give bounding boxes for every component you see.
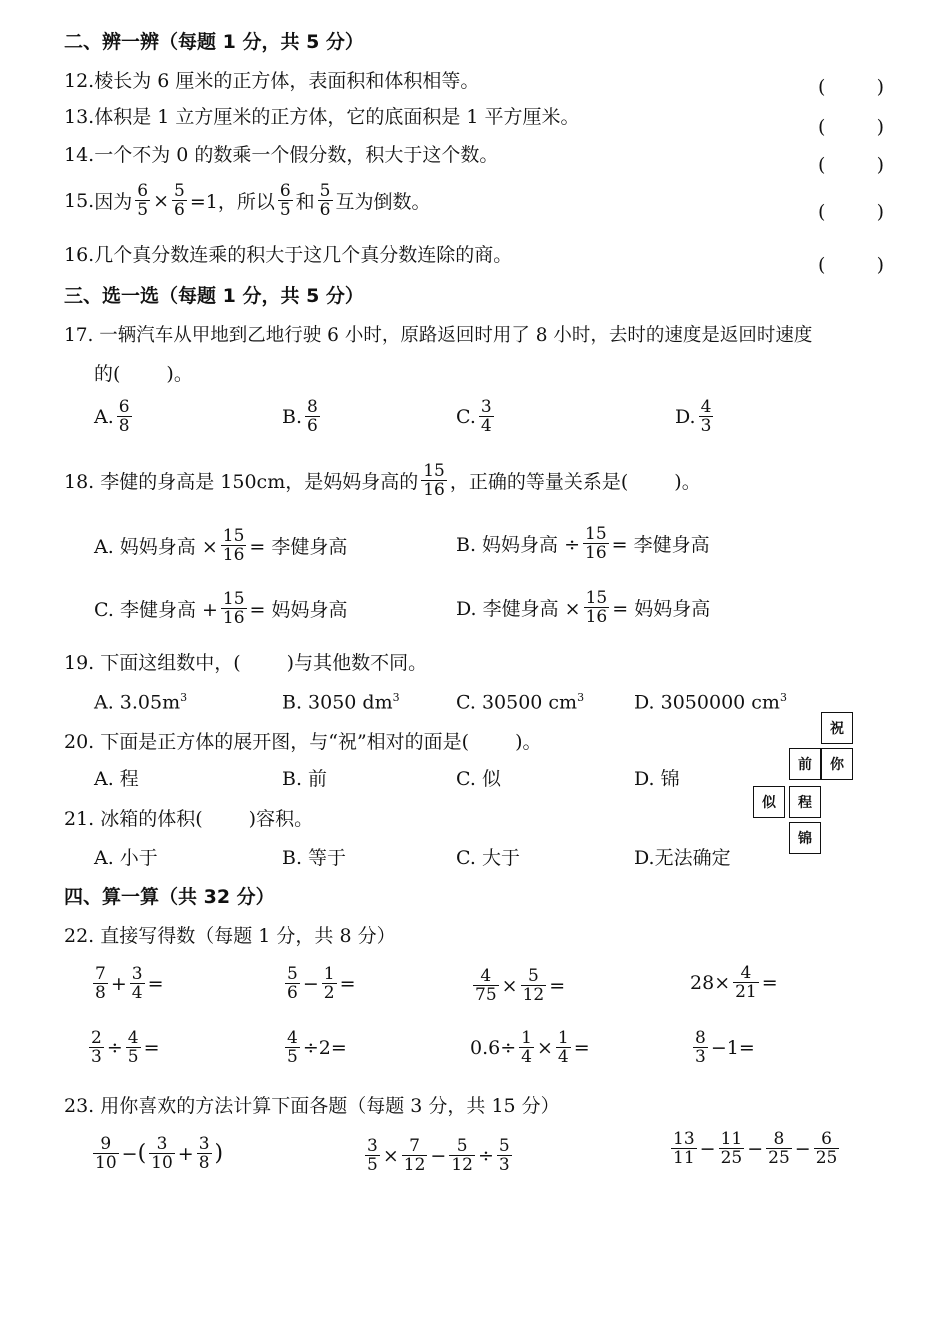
- operator: =: [549, 974, 566, 997]
- q-text: 21. 冰箱的体积(: [64, 808, 203, 830]
- denominator: 4: [557, 1047, 569, 1068]
- denominator: 4: [131, 983, 143, 1004]
- fraction: [521, 967, 547, 1005]
- q-text: 棱长为 6 厘米的正方体，表面积和体积相等。: [94, 70, 480, 92]
- q-text: )与其他数不同。: [286, 652, 428, 674]
- q-text: 几个真分数连乘的积大于这几个真分数连除的商。: [94, 244, 513, 266]
- denominator: 16: [423, 480, 445, 501]
- fraction: [479, 398, 494, 436]
- q-text: 和: [295, 191, 315, 214]
- option-21c[interactable]: C. 大于: [456, 847, 520, 869]
- operator: =: [738, 1036, 755, 1059]
- question-17-line1: 17. 一辆汽车从甲地到乙地行驶 6 小时，原路返回时用了 8 小时，去时的速度是返回时速度: [64, 325, 813, 346]
- option-text: B. 3050 dm: [282, 691, 393, 714]
- fraction: [221, 590, 247, 628]
- operator: ÷: [302, 1036, 319, 1059]
- fraction: [583, 525, 609, 563]
- net-face-cheng: 程: [789, 786, 821, 818]
- option-17a[interactable]: [94, 398, 135, 436]
- option-label: D. 李健身高 ×: [456, 598, 581, 621]
- superscript: 3: [779, 691, 787, 704]
- denominator: 3: [695, 1047, 706, 1068]
- paren-open: (: [818, 154, 826, 176]
- operator: ×: [714, 971, 731, 994]
- option-18b[interactable]: [456, 525, 710, 563]
- denominator: 5: [137, 200, 149, 221]
- operator: ×: [501, 974, 518, 997]
- paren-open: (: [818, 254, 826, 276]
- q-num: 12.: [64, 70, 95, 92]
- numerator: 6: [137, 181, 149, 201]
- paren-open: (: [818, 116, 826, 138]
- operator: =: [147, 972, 164, 995]
- numerator: 1: [323, 964, 335, 984]
- denominator: 12: [451, 1155, 473, 1176]
- q-text: 19. 下面这组数中，(: [64, 652, 241, 674]
- question-22-title: 22. 直接写得数（每题 1 分，共 8 分）: [64, 925, 396, 947]
- denominator: 10: [95, 1153, 117, 1174]
- q-text: 20. 下面是正方体的展开图，与“祝”相对的面是(: [64, 731, 470, 753]
- calc-22-4[interactable]: [690, 964, 778, 1002]
- fraction: [497, 1137, 512, 1175]
- option-20b[interactable]: B. 前: [282, 768, 328, 790]
- answer-paren-12[interactable]: [818, 76, 884, 98]
- q-text: 因为: [94, 191, 133, 214]
- denominator: 12: [403, 1155, 426, 1176]
- option-20a[interactable]: A. 程: [94, 768, 139, 790]
- numerator: 7: [95, 964, 106, 984]
- denominator: 4: [521, 1047, 532, 1068]
- fraction: [135, 182, 150, 220]
- q-num: 14.: [64, 144, 95, 166]
- operator: ÷: [477, 1144, 494, 1167]
- question-14: [64, 146, 498, 165]
- denominator: 16: [222, 608, 245, 629]
- numerator: 8: [307, 397, 318, 417]
- numerator: 9: [100, 1134, 112, 1154]
- q-num: 16.: [64, 244, 95, 266]
- option-19d[interactable]: [634, 692, 787, 712]
- calc-22-1[interactable]: [90, 965, 164, 1003]
- numerator: 8: [773, 1129, 785, 1149]
- numerator: 4: [287, 1028, 298, 1048]
- option-17c[interactable]: [456, 398, 497, 436]
- paren-close: ): [876, 116, 884, 138]
- calc-22-2[interactable]: [282, 965, 356, 1003]
- numerator: 4: [480, 966, 492, 986]
- operator: −: [302, 972, 319, 995]
- numerator: 5: [173, 181, 185, 201]
- net-face-si: 似: [753, 786, 785, 818]
- denominator: 3: [700, 416, 712, 437]
- paren: ): [214, 1141, 224, 1167]
- fraction: [584, 589, 610, 627]
- calc-22-7[interactable]: [470, 1029, 590, 1067]
- operator: −: [747, 1137, 764, 1160]
- numerator: 15: [585, 588, 608, 608]
- option-19a[interactable]: [94, 692, 187, 712]
- operator: −: [699, 1137, 716, 1160]
- fraction: [719, 1130, 745, 1168]
- denominator: 25: [720, 1148, 743, 1169]
- option-label: A. 妈妈身高 ×: [94, 536, 218, 559]
- net-face-qian: 前: [789, 748, 821, 780]
- numerator: 3: [480, 397, 492, 417]
- q-text: 的(: [94, 363, 121, 385]
- operator: ×: [153, 189, 169, 212]
- answer-paren-14[interactable]: [818, 154, 884, 176]
- number: 2: [318, 1036, 331, 1059]
- option-label: D.: [675, 405, 696, 428]
- fraction: [285, 1029, 300, 1067]
- fraction: [766, 1130, 792, 1168]
- fraction: [89, 1029, 104, 1067]
- option-label: B. 妈妈身高 ÷: [456, 534, 581, 557]
- question-16: [64, 246, 512, 265]
- question-13: [64, 108, 580, 127]
- operator: =: [330, 1036, 347, 1059]
- option-text: C. 30500 cm: [456, 691, 578, 714]
- numerator: 2: [91, 1028, 102, 1048]
- option-label: A.: [94, 405, 114, 428]
- paren-open: (: [818, 201, 826, 223]
- numerator: 1: [521, 1028, 532, 1048]
- denominator: 5: [367, 1155, 378, 1176]
- numerator: 5: [498, 1136, 510, 1156]
- denominator: 25: [815, 1148, 838, 1169]
- fraction: [322, 965, 337, 1003]
- denominator: 16: [585, 607, 608, 628]
- denominator: 21: [735, 982, 757, 1003]
- numerator: 15: [585, 524, 607, 544]
- operator: =: [143, 1036, 160, 1059]
- numerator: 7: [409, 1136, 420, 1156]
- denominator: 5: [287, 1047, 298, 1068]
- numerator: 1: [557, 1028, 569, 1048]
- option-17b[interactable]: [282, 398, 323, 436]
- q-text: )容积。: [248, 808, 314, 830]
- fraction: [556, 1029, 571, 1067]
- denominator: 10: [151, 1153, 173, 1174]
- option-text: A. 3.05m: [94, 691, 181, 714]
- number: 28: [690, 971, 715, 994]
- denominator: 2: [323, 983, 335, 1004]
- denominator: 8: [95, 983, 106, 1004]
- fraction: [278, 182, 293, 220]
- q-text: =1，所以: [189, 191, 275, 214]
- numerator: 6: [118, 397, 130, 417]
- numerator: 6: [279, 181, 291, 201]
- question-19: [64, 654, 427, 673]
- option-21d[interactable]: D.无法确定: [634, 847, 731, 869]
- q-num: 13.: [64, 106, 95, 128]
- number: 0.6: [470, 1036, 501, 1059]
- denominator: 3: [498, 1155, 510, 1176]
- section-2-heading: 二、辨一辨（每题 1 分，共 5 分）: [64, 31, 364, 53]
- fraction: [402, 1137, 428, 1175]
- answer-paren-13[interactable]: [818, 116, 884, 138]
- numerator: 3: [156, 1134, 168, 1154]
- operator: ÷: [500, 1036, 517, 1059]
- option-label: B.: [282, 405, 303, 428]
- section-4-heading: 四、算一算（共 32 分）: [64, 886, 275, 908]
- q-num: 15.: [64, 189, 95, 212]
- q-text: )。: [166, 363, 193, 385]
- operator: +: [110, 972, 127, 995]
- q-text: )。: [674, 471, 701, 494]
- operator: −: [710, 1036, 727, 1059]
- operator: −: [430, 1144, 447, 1167]
- option-text: = 妈妈身高: [249, 599, 348, 622]
- paren-close: ): [876, 154, 884, 176]
- denominator: 5: [127, 1047, 139, 1068]
- operator: ÷: [106, 1036, 123, 1059]
- fraction: [221, 527, 247, 565]
- superscript: 3: [392, 691, 400, 704]
- question-18: [64, 462, 701, 500]
- operator: =: [761, 971, 778, 994]
- fraction: [421, 462, 447, 500]
- numerator: 6: [821, 1129, 832, 1149]
- denominator: 6: [287, 983, 298, 1004]
- denominator: 6: [173, 200, 185, 221]
- denominator: 16: [585, 543, 607, 564]
- q-text: 体积是 1 立方厘米的正方体，它的底面积是 1 平方厘米。: [94, 106, 580, 128]
- operator: =: [339, 972, 356, 995]
- calc-22-6[interactable]: [282, 1029, 347, 1067]
- fraction: [117, 398, 132, 436]
- numerator: 4: [740, 963, 752, 983]
- net-face-ni: 你: [821, 748, 853, 780]
- numerator: 5: [319, 181, 331, 201]
- numerator: 15: [222, 526, 245, 546]
- number: 1: [726, 1036, 739, 1059]
- denominator: 8: [198, 1153, 210, 1174]
- denominator: 75: [475, 985, 497, 1006]
- fraction: [699, 398, 714, 436]
- calc-23-2[interactable]: [362, 1137, 515, 1175]
- fraction: [519, 1029, 534, 1067]
- fraction: [305, 398, 320, 436]
- question-12: [64, 72, 479, 91]
- fraction: [172, 182, 187, 220]
- option-text: = 妈妈身高: [612, 598, 711, 621]
- numerator: 3: [131, 964, 143, 984]
- fraction: [149, 1135, 175, 1173]
- denominator: 8: [118, 416, 130, 437]
- operator: −: [121, 1142, 138, 1165]
- cube-net-diagram: [753, 712, 863, 862]
- operator: ×: [536, 1036, 553, 1059]
- numerator: 13: [673, 1129, 695, 1149]
- calc-22-5[interactable]: [86, 1029, 160, 1067]
- fraction: [93, 965, 108, 1003]
- q-text: 18. 李健的身高是 150cm，是妈妈身高的: [64, 471, 419, 494]
- option-21a[interactable]: A. 小于: [94, 847, 158, 869]
- denominator: 6: [307, 416, 318, 437]
- numerator: 15: [222, 589, 245, 609]
- numerator: 15: [423, 461, 445, 481]
- option-label: C.: [456, 405, 476, 428]
- fraction: [126, 1029, 141, 1067]
- q-text: 一个不为 0 的数乘一个假分数，积大于这个数。: [94, 144, 499, 166]
- option-label: C. 李健身高 +: [94, 599, 218, 622]
- fraction: [285, 965, 300, 1003]
- question-21: [64, 810, 313, 829]
- q-text: 互为倒数。: [335, 191, 431, 214]
- fraction: [93, 1135, 119, 1173]
- net-face-jin: 锦: [789, 822, 821, 854]
- option-19c[interactable]: [456, 692, 584, 712]
- option-20d[interactable]: D. 锦: [634, 768, 680, 790]
- calc-22-3[interactable]: [470, 967, 565, 1005]
- calc-22-8[interactable]: [690, 1029, 755, 1067]
- denominator: 6: [319, 200, 331, 221]
- superscript: 3: [180, 691, 188, 704]
- operator: ×: [382, 1144, 399, 1167]
- numerator: 3: [367, 1136, 378, 1156]
- fraction: [733, 964, 759, 1002]
- question-23-title: 23. 用你喜欢的方法计算下面各题（每题 3 分，共 15 分）: [64, 1095, 560, 1117]
- fraction: [693, 1029, 708, 1067]
- option-21b[interactable]: B. 等于: [282, 847, 347, 869]
- option-text: = 李健身高: [611, 534, 710, 557]
- option-18c[interactable]: [94, 590, 348, 628]
- numerator: 5: [287, 964, 298, 984]
- net-face-zhu: 祝: [821, 712, 853, 744]
- q-text: ，正确的等量关系是(: [449, 471, 629, 494]
- numerator: 5: [456, 1136, 468, 1156]
- paren-open: (: [818, 76, 826, 98]
- numerator: 4: [127, 1028, 139, 1048]
- denominator: 25: [768, 1148, 790, 1169]
- fraction: [318, 182, 333, 220]
- option-18a[interactable]: [94, 527, 347, 565]
- option-17d[interactable]: [675, 398, 716, 436]
- denominator: 12: [522, 985, 545, 1006]
- fraction: [473, 967, 499, 1005]
- denominator: 3: [91, 1047, 102, 1068]
- fraction: [130, 965, 145, 1003]
- numerator: 3: [198, 1134, 210, 1154]
- paren-close: ): [876, 254, 884, 276]
- option-text: = 李健身高: [249, 536, 348, 559]
- numerator: 5: [527, 966, 539, 986]
- option-20c[interactable]: C. 似: [456, 768, 501, 790]
- denominator: 11: [673, 1148, 695, 1169]
- fraction: [449, 1137, 475, 1175]
- section-3-heading: 三、选一选（每题 1 分，共 5 分）: [64, 285, 364, 307]
- operator: −: [794, 1137, 811, 1160]
- q-text: )。: [515, 731, 542, 753]
- numerator: 8: [695, 1028, 706, 1048]
- question-20: [64, 733, 542, 752]
- superscript: 3: [577, 691, 585, 704]
- answer-paren-15[interactable]: [818, 201, 884, 223]
- fraction: [365, 1137, 380, 1175]
- operator: +: [177, 1142, 194, 1165]
- option-text: D. 3050000 cm: [634, 691, 780, 714]
- numerator: 11: [720, 1129, 743, 1149]
- question-17-line2: [94, 365, 193, 384]
- fraction: [671, 1130, 697, 1168]
- option-18d[interactable]: [456, 589, 710, 627]
- paren: (: [137, 1141, 147, 1167]
- calc-23-1[interactable]: [90, 1135, 223, 1173]
- answer-paren-16[interactable]: [818, 254, 884, 276]
- denominator: 16: [222, 545, 245, 566]
- fraction: [197, 1135, 212, 1173]
- calc-23-3[interactable]: [668, 1130, 842, 1168]
- denominator: 5: [279, 200, 291, 221]
- option-19b[interactable]: [282, 692, 400, 712]
- fraction: [814, 1130, 840, 1168]
- denominator: 4: [480, 416, 492, 437]
- operator: =: [573, 1036, 590, 1059]
- question-15: [64, 182, 431, 220]
- paren-close: ): [876, 201, 884, 223]
- paren-close: ): [876, 76, 884, 98]
- numerator: 4: [700, 397, 712, 417]
